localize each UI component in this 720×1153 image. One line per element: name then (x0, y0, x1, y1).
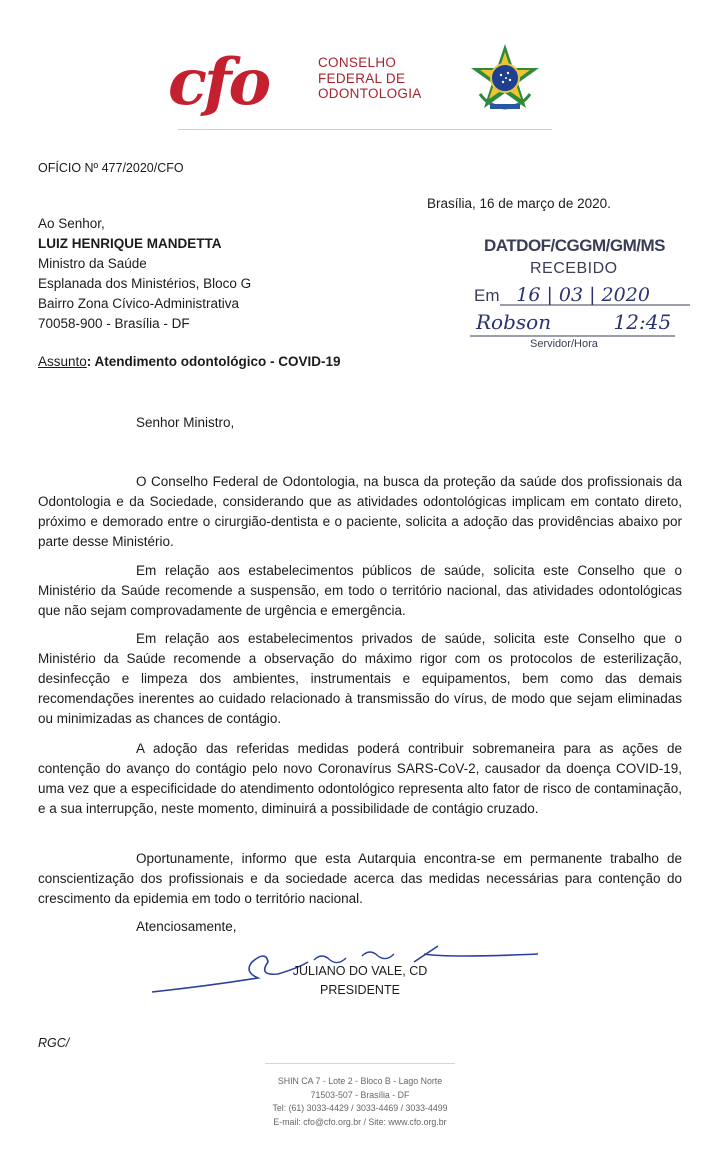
recipient-address-line3: 70058-900 - Brasília - DF (38, 316, 190, 331)
greeting: Senhor Ministro, (136, 415, 235, 430)
footer-divider (265, 1063, 455, 1064)
signatory-role: PRESIDENTE (320, 983, 400, 997)
footer-line3: Tel: (61) 3033-4429 / 3033-4469 / 3033-4499 (272, 1103, 448, 1113)
signatory-name: JULIANO DO VALE, CD (292, 964, 428, 978)
cfo-logo (168, 45, 308, 120)
footer-line4: E-mail: cfo@cfo.org.br / Site: www.cfo.org.br (273, 1116, 447, 1127)
stamp-date-underline (500, 303, 690, 307)
body-paragraph-4: A adoção das referidas medidas poderá contribuir sobremaneira para as ações de contenção do avanço do contágio pelo novo Coronavírus SARS-CoV-2, causador da doença COVID-19, uma vez que a especificidade do atendimento odontológico representa alto fator de risco de contaminação, e a sua interrupção, neste momento, diminuirá a possibilidade de contágio cruzado. (38, 741, 682, 816)
document-date: Brasília, 16 de março de 2020. (427, 196, 611, 211)
brazil-coat-of-arms-icon (468, 42, 542, 116)
stamp-date-prefix: Em (474, 286, 500, 305)
org-name-line1: CONSELHO (318, 55, 397, 70)
recipient-block (38, 214, 251, 334)
cfo-logo-text: cfo (168, 45, 269, 120)
recipient-salutation: Ao Senhor, (38, 216, 105, 231)
stamp-signature: Robson (476, 310, 552, 334)
received-stamp (470, 230, 700, 360)
subject-line (38, 352, 341, 372)
footer-line1: SHIN CA 7 - Lote 2 - Bloco B - Lago Norte (277, 1076, 443, 1086)
body-paragraph-5: Oportunamente, informo que esta Autarquia encontra-se em permanente trabalho de conscientização dos profissionais e da sociedade acerca das medidas necessárias para contenção do crescimento da epidemia em todo o território nacional. (38, 851, 682, 906)
stamp-servidor-hora: Servidor/Hora (530, 338, 598, 350)
closing: Atenciosamente, (136, 919, 237, 934)
recipient-title: Ministro da Saúde (38, 256, 147, 271)
footer-address (240, 1075, 480, 1129)
stamp-received-label: RECEBIDO (530, 260, 618, 277)
stamp-department: DATDOF/CGGM/GM/MS (484, 236, 665, 255)
subject-label: Assunto (38, 354, 87, 369)
recipient-address-line1: Esplanada dos Ministérios, Bloco G (38, 276, 252, 291)
stamp-date-handwritten: 16 | 03 | 2020 (516, 284, 650, 306)
typist-initials: RGC/ (38, 1036, 70, 1050)
subject-text: : Atendimento odontológico - COVID-19 (86, 354, 341, 369)
org-name (318, 55, 458, 102)
body-paragraph-3: Em relação aos estabelecimentos privados de saúde, solicita este Conselho que o Ministério da Saúde recomende a observação do máximo rigor com os protocolos de esterilização, desinfecção e limpeza dos ambientes, instrumentais e equipamentos, bem como das demais recomendações inerentes ao cuidado relacionado à transmissão do vírus, de modo que sejam eliminadas ou minimizadas as chances de contágio. (38, 631, 682, 726)
signatory-block (280, 962, 440, 1000)
stamp-time: 12:45 (613, 310, 672, 334)
document-reference: OFÍCIO Nº 477/2020/CFO (38, 161, 184, 175)
org-name-line3: ODONTOLOGIA (318, 86, 422, 101)
footer-line2: 71503-507 - Brasília - DF (310, 1089, 410, 1100)
body-paragraph-2: Em relação aos estabelecimentos públicos de saúde, solicita este Conselho que o Ministério da Saúde recomende a suspensão, em todo o território nacional, das atividades odontológicas que não sejam comprovadamente de urgência e emergência. (38, 563, 682, 618)
recipient-address-line2: Bairro Zona Cívico-Administrativa (38, 296, 240, 311)
recipient-name: LUIZ HENRIQUE MANDETTA (38, 236, 222, 251)
header-divider (178, 129, 552, 130)
body-paragraph-1: O Conselho Federal de Odontologia, na busca da proteção da saúde dos profissionais da Odontologia e da Sociedade, considerando que as atividades odontológicas implicam em contato direto, próximo e demorado entre o cirurgião-dentista e o paciente, solicita a adoção das providências abaixo por parte desse Ministério. (38, 474, 682, 549)
stamp-signature-row (476, 310, 671, 334)
org-name-line2: FEDERAL DE (318, 70, 406, 86)
